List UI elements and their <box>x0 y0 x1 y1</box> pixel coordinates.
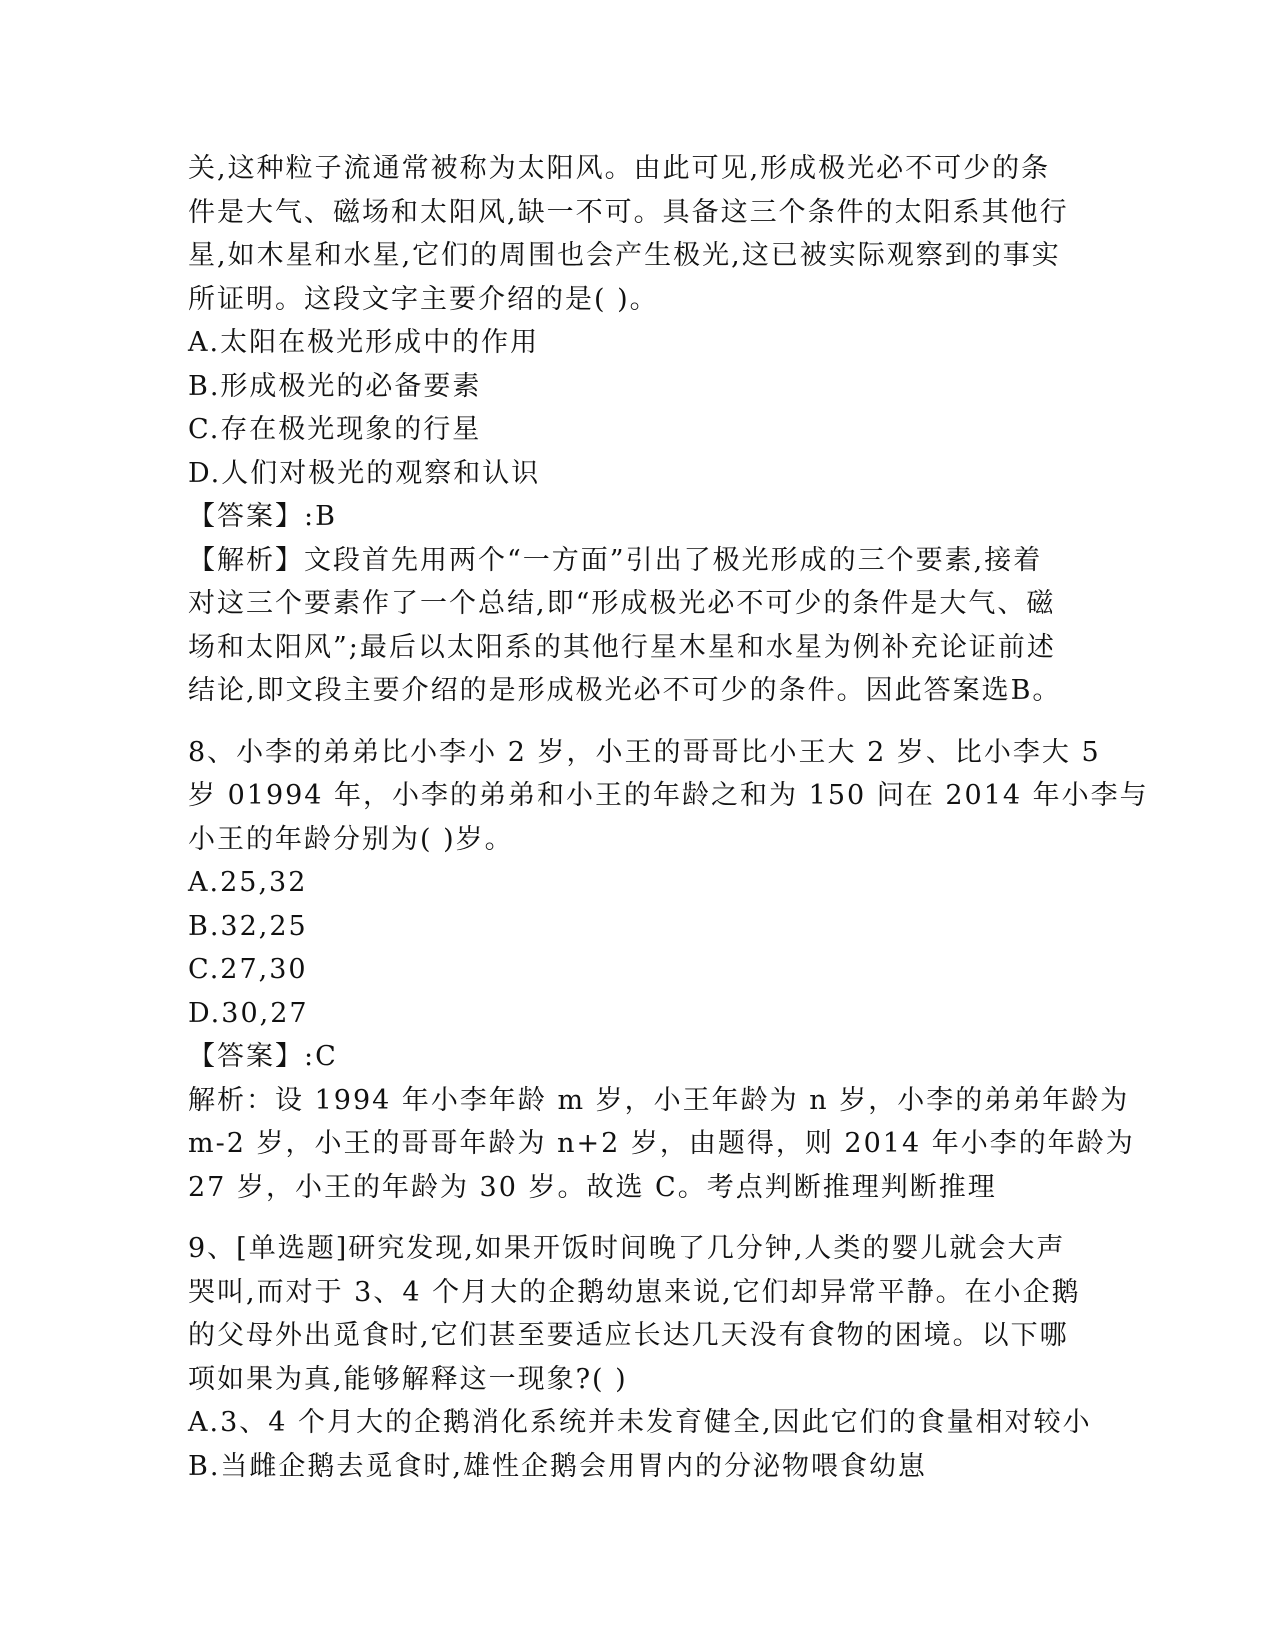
option-a: A.25,32 <box>188 867 308 898</box>
question-stem-line: 岁 01994 年，小李的弟弟和小王的年龄之和为 150 问在 2014 年小李与 <box>188 780 1149 811</box>
option-c: C.存在极光现象的行星 <box>188 414 482 445</box>
answer-line: 【答案】:C <box>188 1041 338 1072</box>
analysis-line: 27 岁，小王的年龄为 30 岁。故选 C。考点判断推理判断推理 <box>188 1171 997 1203</box>
question-9 <box>188 1227 1092 1488</box>
option-a: A.太阳在极光形成中的作用 <box>188 327 540 358</box>
analysis-line: 【解析】文段首先用两个“一方面”引出了极光形成的三个要素,接着 <box>188 544 1043 576</box>
option-c: C.27,30 <box>188 954 308 985</box>
option-b: B.当雌企鹅去觅食时,雄性企鹅会用胃内的分泌物喂食幼崽 <box>188 1450 928 1482</box>
question-stem-line: 的父母外出觅食时,它们甚至要适应长达几天没有食物的困境。以下哪 <box>188 1320 1069 1351</box>
question-stem-line: 哭叫,而对于 3、4 个月大的企鹅幼崽来说,它们却异常平静。在小企鹅 <box>188 1276 1081 1308</box>
question-stem-line: 项如果为真,能够解释这一现象?( ) <box>188 1363 628 1395</box>
option-a: A.3、4 个月大的企鹅消化系统并未发育健全,因此它们的食量相对较小 <box>188 1407 1092 1438</box>
question-stem-line: 星,如木星和水星,它们的周围也会产生极光,这已被实际观察到的事实 <box>188 240 1061 271</box>
answer-line: 【答案】:B <box>188 501 337 532</box>
question-stem-line: 关,这种粒子流通常被称为太阳风。由此可见,形成极光必不可少的条 <box>188 153 1051 184</box>
option-d: D.人们对极光的观察和认识 <box>188 457 541 489</box>
document-page <box>188 147 1149 1488</box>
question-stem-line: 小王的年龄分别为( )岁。 <box>188 823 514 855</box>
option-d: D.30,27 <box>188 997 309 1029</box>
analysis-line: 场和太阳风”;最后以太阳系的其他行星木星和水星为例补充论证前述 <box>188 631 1056 663</box>
analysis-line: m-2 岁，小王的哥哥年龄为 n+2 岁，由题得，则 2014 年小李的年龄为 <box>188 1128 1135 1159</box>
analysis-line: 结论,即文段主要介绍的是形成极光必不可少的条件。因此答案选B。 <box>188 675 1062 706</box>
analysis-line: 解析：设 1994 年小李年龄 m 岁，小王年龄为 n 岁，小李的弟弟年龄为 <box>188 1084 1130 1116</box>
analysis-line: 对这三个要素作了一个总结,即“形成极光必不可少的条件是大气、磁 <box>188 588 1056 619</box>
question-stem-line: 9、[单选题]研究发现,如果开饭时间晚了几分钟,人类的婴儿就会大声 <box>188 1233 1066 1264</box>
question-8 <box>188 731 1149 1210</box>
question-stem-line: 件是大气、磁场和太阳风,缺一不可。具备这三个条件的太阳系其他行 <box>188 196 1069 228</box>
option-b: B.32,25 <box>188 910 308 942</box>
question-stem-line: 8、小李的弟弟比小李小 2 岁，小王的哥哥比小王大 2 岁、比小李大 5 <box>188 736 1101 768</box>
option-b: B.形成极光的必备要素 <box>188 370 482 402</box>
question-stem-line: 所证明。这段文字主要介绍的是( )。 <box>188 283 659 315</box>
question-7 <box>188 147 1088 713</box>
